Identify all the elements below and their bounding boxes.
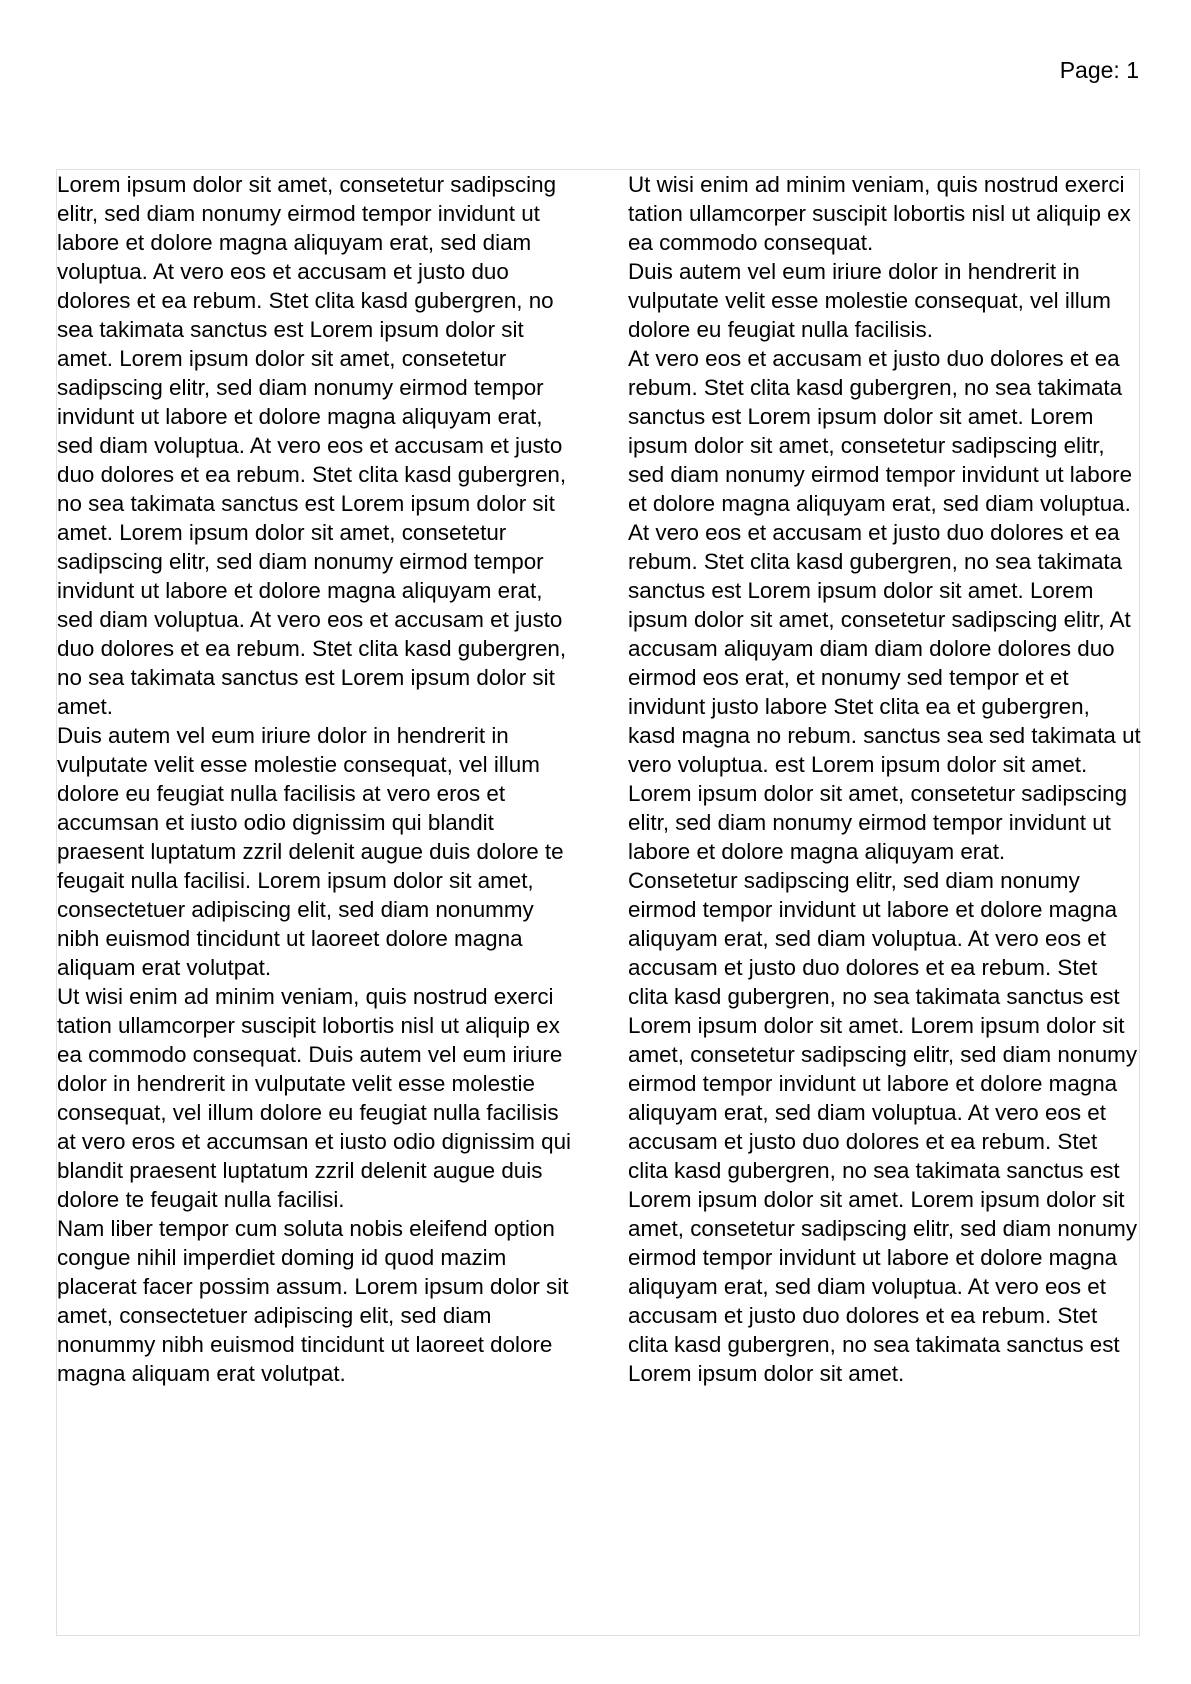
- paragraph: Nam liber tempor cum soluta nobis eleifend option congue nihil imperdiet doming id quod mazim placerat facer possim assum. Lorem ipsum dolor sit amet, consectetuer adipiscing elit, sed diam nonummy nibh euismod tincidunt ut laoreet dolore magna aliquam erat volutpat.: [57, 1216, 569, 1386]
- paragraph: Lorem ipsum dolor sit amet, consetetur sadipscing elitr, sed diam nonumy eirmod tempor invidunt ut labore et dolore magna aliquyam erat, sed diam voluptua. At vero eos et accusam et justo duo dolores et ea rebum. Stet clita kasd gubergren, no sea takimata sanctus est Lorem ipsum dolor sit amet. Lorem ipsum dolor sit amet, consetetur sadipscing elitr, sed diam nonumy eirmod tempor invidunt ut labore et dolore magna aliquyam erat, sed diam voluptua. At vero eos et accusam et justo duo dolores et ea rebum. Stet clita kasd gubergren, no sea takimata sanctus est Lorem ipsum dolor sit amet. Lorem ipsum dolor sit amet, consetetur sadipscing elitr, sed diam nonumy eirmod tempor invidunt ut labore et dolore magna aliquyam erat, sed diam voluptua. At vero eos et accusam et justo duo dolores et ea rebum. Stet clita kasd gubergren, no sea takimata sanctus est Lorem ipsum dolor sit amet.: [57, 172, 567, 719]
- paragraph: Consetetur sadipscing elitr, sed diam nonumy eirmod tempor invidunt ut labore et dolore magna aliquyam erat, sed diam voluptua. At vero eos et accusam et justo duo dolores et ea rebum. Stet clita kasd gubergren, no sea takimata sanctus est Lorem ipsum dolor sit amet. Lorem ipsum dolor sit amet, consetetur sadipscing elitr, sed diam nonumy eirmod tempor invidunt ut labore et dolore magna aliquyam erat, sed diam voluptua. At vero eos et accusam et justo duo dolores et ea rebum. Stet clita kasd gubergren, no sea takimata sanctus est Lorem ipsum dolor sit amet. Lorem ipsum dolor sit amet, consetetur sadipscing elitr, sed diam nonumy eirmod tempor invidunt ut labore et dolore magna aliquyam erat, sed diam voluptua. At vero eos et accusam et justo duo dolores et ea rebum. Stet clita kasd gubergren, no sea takimata sanctus est Lorem ipsum dolor sit amet.: [628, 868, 1138, 1386]
- paragraph: At vero eos et accusam et justo duo dolores et ea rebum. Stet clita kasd gubergren, no sea takimata sanctus est Lorem ipsum dolor sit amet. Lorem ipsum dolor sit amet, consetetur sadipscing elitr, sed diam nonumy eirmod tempor invidunt ut labore et dolore magna aliquyam erat, sed diam voluptua. At vero eos et accusam et justo duo dolores et ea rebum. Stet clita kasd gubergren, no sea takimata sanctus est Lorem ipsum dolor sit amet. Lorem ipsum dolor sit amet, consetetur sadipscing elitr, At accusam aliquyam diam diam dolore dolores duo eirmod eos erat, et nonumy sed tempor et et invidunt justo labore Stet clita ea et gubergren, kasd magna no rebum. sanctus sea sed takimata ut vero voluptua. est Lorem ipsum dolor sit amet. Lorem ipsum dolor sit amet, consetetur sadipscing elitr, sed diam nonumy eirmod tempor invidunt ut labore et dolore magna aliquyam erat.: [628, 346, 1141, 864]
- paragraph: Duis autem vel eum iriure dolor in hendrerit in vulputate velit esse molestie consequat, vel illum dolore eu feugiat nulla facilisis.: [628, 259, 1111, 342]
- right-column: [628, 170, 1142, 1388]
- page-number: Page: 1: [1059, 57, 1139, 83]
- left-column: [57, 170, 577, 1388]
- paragraph: Ut wisi enim ad minim veniam, quis nostrud exerci tation ullamcorper suscipit lobortis nisl ut aliquip ex ea commodo consequat. Duis autem vel eum iriure dolor in hendrerit in vulputate velit esse molestie consequat, vel illum dolore eu feugiat nulla facilisis at vero eros et accumsan et iusto odio dignissim qui blandit praesent luptatum zzril delenit augue duis dolore te feugait nulla facilisi.: [57, 984, 572, 1212]
- paragraph: Duis autem vel eum iriure dolor in hendrerit in vulputate velit esse molestie consequat, vel illum dolore eu feugiat nulla facilisis at vero eros et accumsan et iusto odio dignissim qui blandit praesent luptatum zzril delenit augue duis dolore te feugait nulla facilisi. Lorem ipsum dolor sit amet, consectetuer adipiscing elit, sed diam nonummy nibh euismod tincidunt ut laoreet dolore magna aliquam erat volutpat.: [57, 723, 564, 980]
- paragraph: Ut wisi enim ad minim veniam, quis nostrud exerci tation ullamcorper suscipit lobortis nisl ut aliquip ex ea commodo consequat.: [628, 172, 1131, 255]
